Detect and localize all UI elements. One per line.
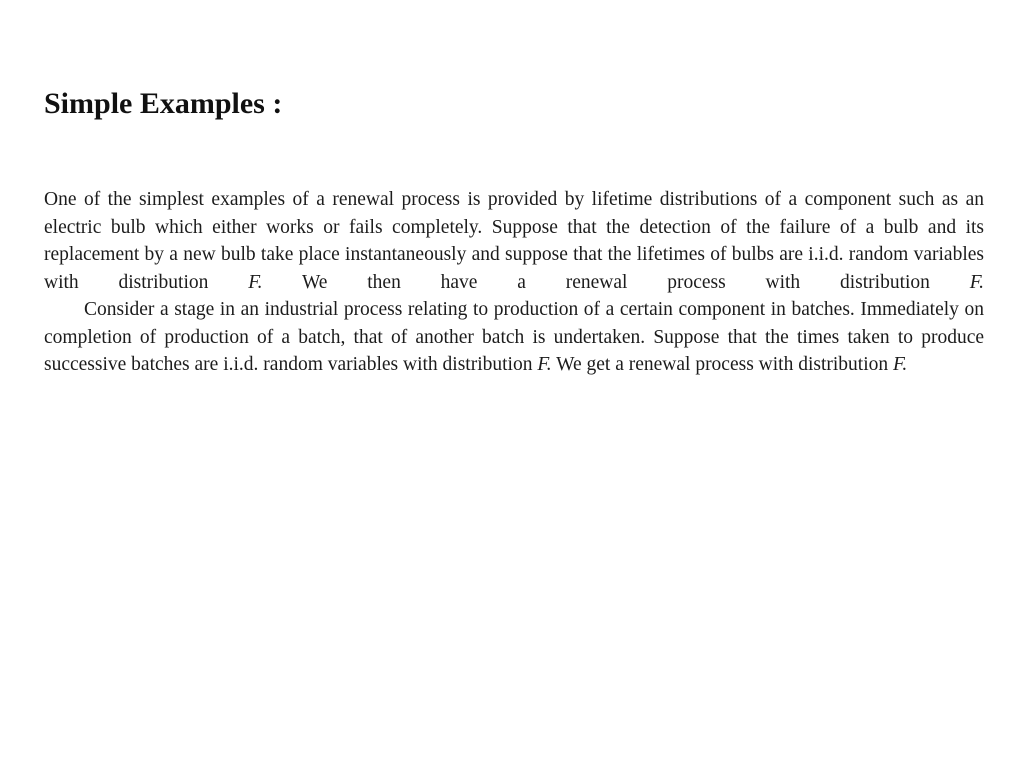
paragraph-text: We get a renewal process with distribution [551, 354, 894, 375]
slide-title: Simple Examples : [44, 87, 283, 120]
slide-body [44, 186, 984, 379]
math-variable: F. [537, 354, 552, 375]
paragraph-bulb-example [44, 186, 984, 296]
paragraph-text: Consider a stage in an industrial process relating to production of a certain component in batches. Immediately on completion of production of a batch, that of another batch is undertaken. Suppose that the times taken to produce successive batches are i.i.d. random variables with distribution [44, 299, 984, 375]
paragraph-text: We then have a renewal process with distribution [262, 271, 970, 293]
paragraph-text: One of the simplest examples of a renewal process is provided by lifetime distributions of a component such as an electric bulb which either works or fails completely. Suppose that the detection of the failure of a bulb and its replacement by a new bulb take place instantaneously and suppose that the lifetimes of bulbs are i.i.d. random variables with distribution [44, 189, 984, 293]
math-variable: F. [893, 354, 908, 375]
paragraph-batch-example [44, 296, 984, 379]
math-variable: F. [248, 271, 263, 293]
math-variable: F. [969, 271, 984, 293]
